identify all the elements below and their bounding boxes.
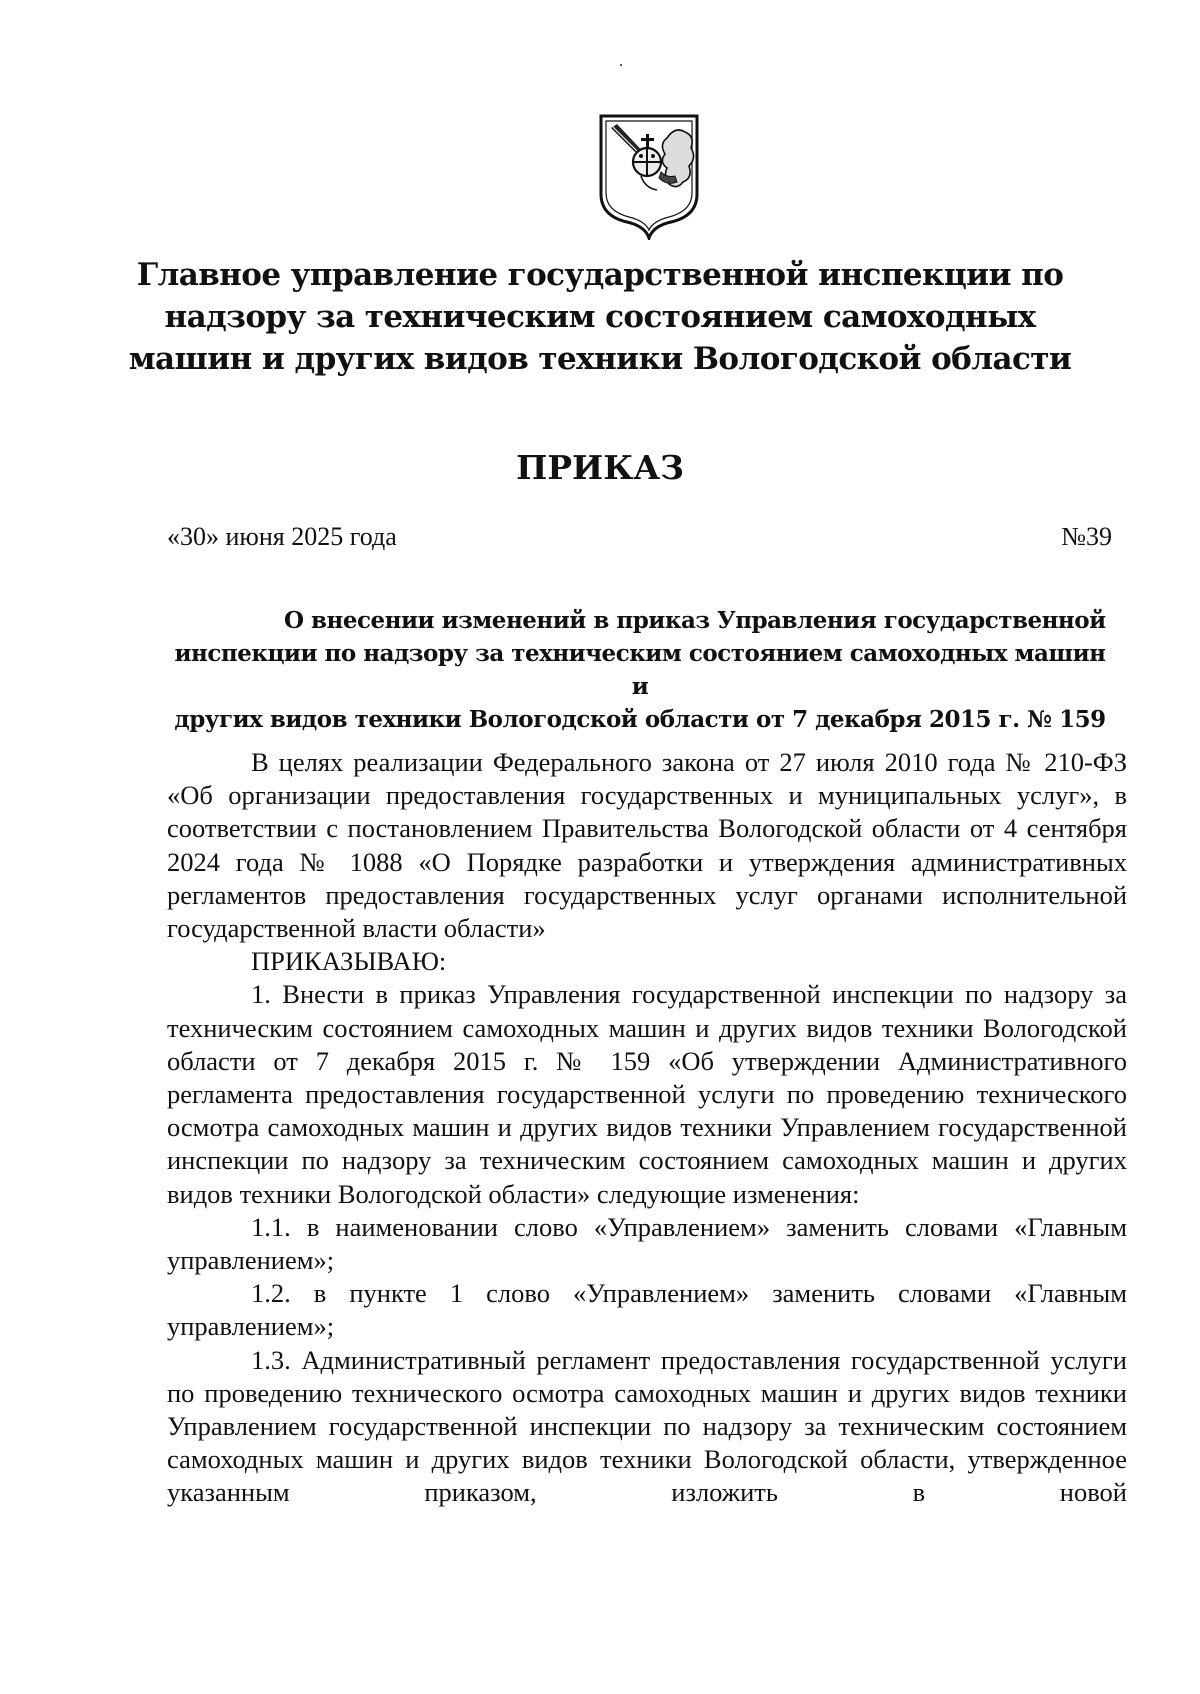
order-directive: ПРИКАЗЫВАЮ: [251,946,447,977]
order-number: №39 [1061,522,1112,551]
item-1-3-paragraph: 1.3. Административный регламент предоставления государственной услуги по проведению технического осмотра самоходных машин и других видов техники Управлением государственной инспекции по надзору за техническим состоянием самоходных машин и других видов техники Вологодской области, утвержденное указанным приказом, изложить в новой [167,1344,1127,1508]
subject-line: других видов техники Вологодской области от 7 декабря 2015 г. № 159 [174,706,1106,733]
item-1-2-paragraph: 1.2. в пункте 1 слово «Управлением» заменить словами «Главным управлением»; [167,1278,1127,1342]
order-date: «30» июня 2025 года [167,522,397,551]
item-1-paragraph: 1. Внести в приказ Управления государственной инспекции по надзору за техническим состоянием самоходных машин и других видов техники Вологодской области от 7 декабря 2015 г. № 159 «Об утверждении Административного регламента предоставления государственной услуги по проведению технического осмотра самоходных машин и других видов техники Управлением государственной инспекции по надзору за техническим состоянием самоходных машин и других видов техники Вологодской области» следующие изменения: [167,979,1127,1209]
subject-line: инспекции по надзору за техническим состоянием самоходных машин и [174,640,1106,700]
scan-mark [620,64,622,66]
item-1-1-paragraph: 1.1. в наименовании слово «Управлением» заменить словами «Главным управлением»; [167,1211,1127,1276]
coat-of-arms-icon [597,112,701,240]
order-subject [168,604,1112,736]
preamble-paragraph: В целях реализации Федерального закона от 27 июля 2010 года № 210-ФЗ «Об организации предоставления государственных и муниципальных услуг», в соответствии с постановлением Правительства Вологодской области от 4 сентября 2024 года № 1088 «О Порядке разработки и утверждения административных регламентов предоставления государственных услуг органами исполнительной государственной власти области» [167,747,1127,944]
document-type-heading: ПРИКАЗ [516,448,684,487]
subject-line: О внесении изменений в приказ Управления государственной [284,607,1106,634]
organization-title: Главное управление государственной инспекции по надзору за техническим состоянием самоходных машин и других видов техники Вологодской области [128,257,1072,377]
order-body [167,746,1127,1510]
